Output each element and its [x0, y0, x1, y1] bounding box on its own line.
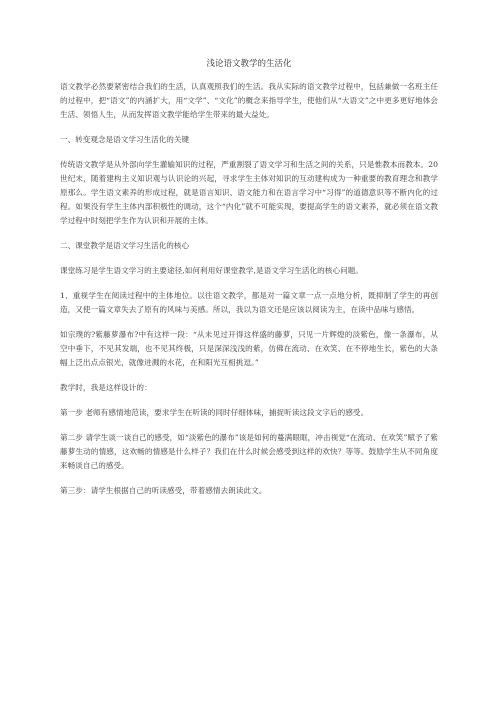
spacer: [60, 122, 438, 133]
step1-paragraph: 第一步 老师有感情地范读，要求学生在听读的同时仔细体味，捕捉听读这段文字后的感受。: [60, 408, 369, 417]
spacer: [60, 370, 438, 381]
point1-paragraph: 1、重视学生在阅读过程中的主体地位。以往语文教学，都是对一篇文章一点一点地分析，既抑制了学生的再创造，又使一篇文章失去了原有的风味与美感。所以，我以为语文还是应该以阅读为主，在读中品味与感悟。: [60, 291, 438, 314]
step3-paragraph: 第三步：请学生根据自己的听读感受，带着感情去朗读此文。: [60, 486, 267, 495]
spacer: [60, 278, 438, 289]
spacer: [60, 420, 438, 431]
spacer: [60, 395, 438, 406]
spacer: [60, 473, 438, 484]
spacer: [60, 317, 438, 328]
section2-intro: 课堂练习是学生语文学习的主要途径,如何利用好课堂教学,是语文学习生活化的核心问题。: [60, 266, 364, 275]
section1-body: 传统语文教学是从外部向学生灌输知识的过程，严重割裂了语文学习和生活之间的关系，只是惟教本而教本。20 世纪末，随着建构主义知识观与认识论的兴起，寻求学生主体对知识的互动建构成为一种重要的教育理念和教学原那么。学生语文素养的形成过程，就是语言知识、语文能力和在语言学习中“习得”的道德意识等不断内化的过程。如果没有学生主体内部积极性的调动，这个“内化”就不可能实现，要提高学生的语文素养，就必须在语文教学过程中时刻把学生作为认识和开展的主体。: [60, 160, 438, 225]
document-title: 浅论语文教学的生活化: [206, 59, 292, 69]
section1-heading: 一、转变观念是语文学习生活化的关键: [60, 135, 190, 144]
design-intro: 教学时，我是这样设计的：: [60, 383, 152, 392]
intro-paragraph: 语文教学必然要紧密结合我们的生活，认真观照我们的生活。我从实际的语文教学过程中，包括兼做一名班主任的过程中，把“语文”的内涵扩大，用“文学”、“文化”的概念来指导学生，使他们从“大语文”之中更多更好地体会生活、领悟人生，从而发挥语文教学能给学生带来的最大益处。: [60, 82, 438, 119]
spacer: [60, 253, 438, 264]
section2-heading: 二、课堂教学是语文学习生活化的核心: [60, 241, 190, 250]
spacer: [60, 228, 438, 239]
spacer: [60, 147, 438, 158]
step2-paragraph: 第二步 请学生谈一谈自己的感受，如“淡紫色的瀑布”该是如何的蔓满眼眶，冲击视觉“在流动、在欢笑”赋予了紫藤萝生动的情感，这欢畅的情感是什么样子？我们在什么时候会感受到这样的欢快？等等。鼓励学生从不同角度来畅谈自己的感受。: [60, 433, 438, 470]
example-paragraph: 如宗璞的?紫藤萝瀑布?中有这样一段：“从未见过开得这样盛的藤萝，只见一片辉煌的淡紫色，像一条瀑布，从空中垂下，不见其发端，也不见其终极，只是深深浅浅的紫，仿佛在流动、在欢笑、在不停地生长，紫色的大条幅上泛出点点银光，就像迸溅的水花，在和阳光互相挑逗。”: [60, 330, 438, 367]
